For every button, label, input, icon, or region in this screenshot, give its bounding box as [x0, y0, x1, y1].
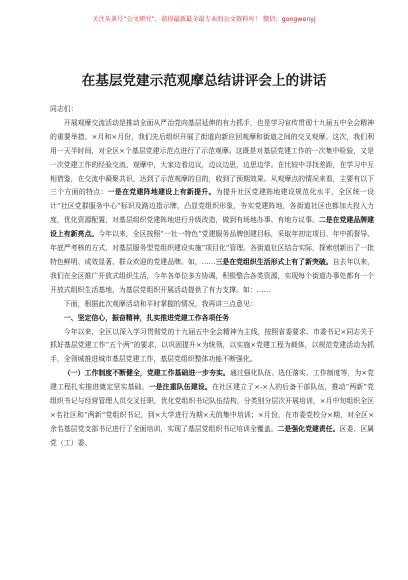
bold-point: 一是注重队伍建设。 [148, 383, 212, 392]
paragraph-text: 在社区建立了×-×人的后备干部队伍，推动“两新”党组织书记与经营管理人员交叉任职，优化党组织书记队伍结构，分类别分层次开展培训，×月中旬组织全区×名社区和“两新”党组织书记，到×大学进行为期×天的集中培训；×月份，在市委党校分×期，对全区×余名基层党支部书记进行了全面培训，实现了基层党组织书记培训全覆盖。 [50, 383, 375, 433]
paragraph: 今年以来，全区以深入学习贯彻党的十九届五中全会精神为主线，按照省委要求、市委书记×同志关于抓好基层党建工作“五个两”的要求，以巩固提升×为统领，以实施×党建工程为载体，以规范党建活动为抓手，全领城推进城市基层党建工作，基层党组织整体功能不断强化。 [50, 327, 374, 364]
document-body [50, 103, 374, 451]
paragraph-text: 为提升社区党建阵地建设规范化水平，全区统一设计“社区党群服务中心”标识及路边指示牌，凸显党组织形象，夯实党建阵地，各街道社区也都加大投入力度，优化资源配置，对基层组织党建阵地进行升级改造，做到有场地办事、有地方议事。 [50, 188, 375, 225]
paragraph-text: 自去年以来，我们在全区推广开放式组织生活，今年各单位多方协调，积极整合各类资源，实现每个街道办事处都有一个开放式组织生活基地，为基层党组织开展活动提供了有力支撑。如：…… [50, 257, 375, 294]
paragraph [50, 367, 374, 450]
section-heading: 一、坚定信心，振奋精神，扎实推进党建工作各项任务 [63, 313, 230, 322]
paragraph-text: 开展观摩交流活动是推动全面从严治党向基层延伸的有力抓手，也是学习宣传贯彻十九届五中全会精神的重要举措。×月和×月份，我们先后组织开展了街道向新应回观摩和街道之间的交叉观摩。这次，我们利用一天半时间，对全区×个基层党建示范点进行了示范观摩。这既是对基层党建工作的一次集中检验，又是一次党建工作的经验交流、观摩中，大家边看边议，边议边思，边思边学。在比较中寻找差距，在学习中互相借鉴，在交流中凝聚共识，达到了示范观摩的目的，收到了预期效果。从观摩点的情况来看，主要有以下三个方面的特点： [50, 118, 374, 197]
bold-point: （一）工作制度不断健全，党建工作基础进一步夯实。 [63, 369, 230, 378]
paragraph [50, 117, 374, 298]
bold-point: 二是在党建品牌建设上有新亮点。 [50, 216, 375, 239]
bold-point: 一是在党建阵地建设上有新提升。 [107, 188, 216, 197]
paragraph: 下面，根据此次观摩活动和平时掌握的情况，我再讲三点意见： [63, 299, 257, 308]
header-banner: 关注头条号“公文研究”，获得最新最全最专业的公文资料库！ 微信：gongwenyj [92, 16, 316, 23]
bold-point: 二是强化党建责任。 [277, 424, 340, 433]
document-title: 在基层党建示范观摩总结讲评会上的讲话 [81, 73, 327, 89]
salutation: 同志们： [50, 105, 78, 113]
paragraph-text: 今年以来，全区按照“一社一特色”党建服务品牌创建目标，采取年初定项目、年中抓督导、年底严考核的方式，对基层服务型党组织建设实施“项目化”管理。各街道社区结合实际，探索创新出了一批特色鲜明、成效显著、群众欢迎的党建品牌。如，…… [50, 230, 375, 266]
bold-point: 三是在党组织生活形式上有了新突破。 [215, 257, 333, 266]
paragraph-text: 区委、区属党（工）委、 [50, 424, 375, 447]
paragraph-text: 通过强化队伍、选任落实、工作制度等，为×党建工程扎实推进奠定坚实基础。 [50, 369, 374, 392]
